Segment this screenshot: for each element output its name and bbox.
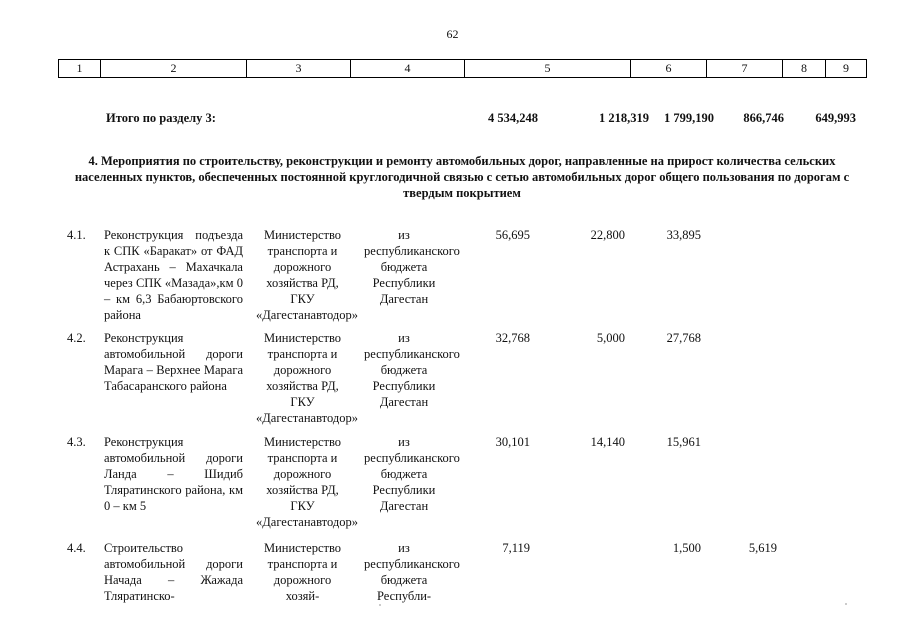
row-name: Реконструкция автомобильной дороги Марага – Верхнее Марага Табасаранского района xyxy=(104,331,243,393)
row-organization: Министерство транспорта и дорожного хозяйства РД, ГКУ «Дагестанавтодор» xyxy=(256,228,358,322)
row-funding-source: из республиканского бюджета Республики Дагестан xyxy=(364,435,460,513)
row-value-col6: 22,800 xyxy=(590,228,625,242)
row-value-col5: 7,119 xyxy=(502,541,530,555)
scan-speck xyxy=(845,603,847,605)
row-value-col5: 32,768 xyxy=(495,331,530,345)
page-number: 62 xyxy=(446,27,459,41)
row-value-col7: 27,768 xyxy=(666,331,701,345)
column-number-8: 8 xyxy=(783,60,826,78)
column-number-2: 2 xyxy=(101,60,247,78)
row-value-col6: 14,140 xyxy=(590,435,625,449)
row-value-col8: 5,619 xyxy=(748,541,777,555)
column-number-9: 9 xyxy=(826,60,867,78)
row-funding-source: из республиканского бюджета Республи- xyxy=(364,541,460,603)
row-funding-source: из республиканского бюджета Республики Дагестан xyxy=(364,228,460,306)
row-name: Строительство автомобильной дороги Начада – Жажада Тляратинско- xyxy=(104,541,243,603)
row-value-col6: 5,000 xyxy=(596,331,625,345)
row-number: 4.4. xyxy=(67,541,86,555)
row-organization: Министерство транспорта и дорожного хозяй- xyxy=(263,541,342,603)
section-total-col5: 4 534,248 xyxy=(488,111,538,125)
section-total-col6: 1 218,319 xyxy=(599,111,649,125)
row-number: 4.3. xyxy=(67,435,86,449)
row-number: 4.2. xyxy=(67,331,86,345)
section-total-label: Итого по разделу 3: xyxy=(106,111,216,125)
row-name: Реконструкция автомобильной дороги Ланда – Шидиб Тляратинского района, км 0 – км 5 xyxy=(104,435,243,513)
row-value-col7: 33,895 xyxy=(666,228,701,242)
row-funding-source: из республиканского бюджета Республики Дагестан xyxy=(364,331,460,409)
row-organization: Министерство транспорта и дорожного хозяйства РД, ГКУ «Дагестанавтодор» xyxy=(256,331,358,425)
column-number-3: 3 xyxy=(247,60,351,78)
column-number-header xyxy=(58,59,867,78)
row-value-col7: 1,500 xyxy=(672,541,701,555)
column-number-7: 7 xyxy=(707,60,783,78)
section-total-col7: 1 799,190 xyxy=(664,111,714,125)
column-number-6: 6 xyxy=(631,60,707,78)
row-name: Реконструкция подъезда к СПК «Баракат» от ФАД Астрахань – Махачкала через СПК «Мазада»,км 0 – км 6,3 Бабаюртовского района xyxy=(104,228,243,322)
section-total-col8: 866,746 xyxy=(743,111,784,125)
scan-speck xyxy=(379,604,381,606)
section-total-col9: 649,993 xyxy=(815,111,856,125)
row-number: 4.1. xyxy=(67,228,86,242)
column-number-1: 1 xyxy=(59,60,101,78)
row-value-col5: 56,695 xyxy=(495,228,530,242)
section-title: 4. Мероприятия по строительству, реконструкции и ремонту автомобильных дорог, направленные на прирост количества сельских населенных пунктов, обеспеченных постоянной круглогодичной связью с сетью автомобильных дорог общего пользования по дорогам с твердым покрытием xyxy=(74,154,850,200)
column-number-5: 5 xyxy=(465,60,631,78)
column-number-4: 4 xyxy=(351,60,465,78)
row-organization: Министерство транспорта и дорожного хозяйства РД, ГКУ «Дагестанавтодор» xyxy=(256,435,358,529)
row-value-col7: 15,961 xyxy=(666,435,701,449)
row-value-col5: 30,101 xyxy=(495,435,530,449)
